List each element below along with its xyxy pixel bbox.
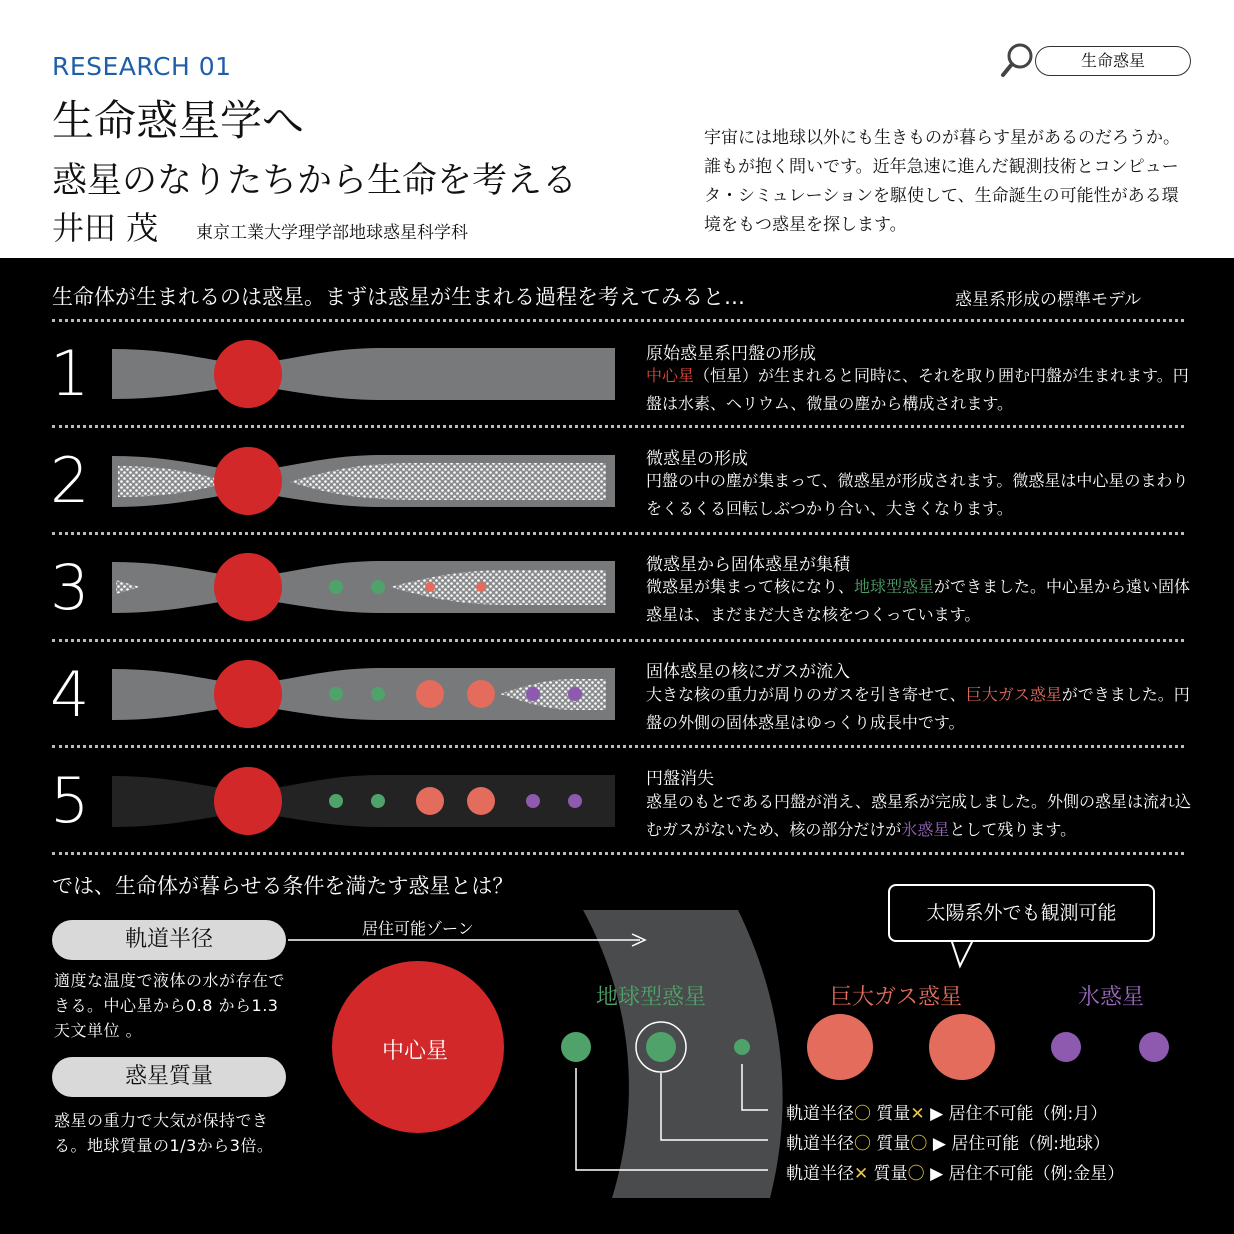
- terrestrial-planet: [371, 580, 385, 594]
- core-dot: [476, 582, 486, 592]
- terrestrial-planet-venus: [561, 1032, 591, 1062]
- ice-planet: [526, 687, 540, 701]
- highlight-term: 氷惑星: [901, 820, 950, 839]
- formation-lead: 生命体が生まれるのは惑星。まずは惑星が生まれる過程を考えてみると…: [52, 285, 745, 309]
- category-gas-giant: 巨大ガス惑星: [830, 985, 963, 1010]
- highlight-term: 巨大ガス惑星: [965, 685, 1062, 704]
- step-description: [646, 573, 1191, 629]
- condition-mass-desc: 惑星の重力で大気が保持できる。地球質量の1/3から3倍。: [54, 1111, 274, 1155]
- page-title: 生命惑星学へ: [52, 96, 305, 145]
- gas-giant: [467, 787, 495, 815]
- legend-row-moon: 軌道半径〇 質量✕ ▶ 居住不可能（例:月）: [786, 1104, 1108, 1124]
- legend-row-venus: 軌道半径✕ 質量〇 ▶ 居住不可能（例:金星）: [786, 1164, 1125, 1184]
- step-number: 5: [50, 764, 90, 837]
- step-description: [646, 467, 1191, 523]
- central-star-step-2: [214, 447, 282, 515]
- desc-text: 微惑星が集まって核になり、: [646, 577, 855, 596]
- habitable-zone-band: [583, 910, 783, 1198]
- ice-planet: [1139, 1032, 1169, 1062]
- step-heading: 微惑星の形成: [646, 449, 748, 469]
- ice-planet: [568, 794, 582, 808]
- desc-text: ができました。円盤の外側の固体惑星はゆっくり成長中です。: [646, 685, 1190, 732]
- highlight-term: 中心星: [646, 366, 695, 385]
- step-3-diagram: [112, 553, 615, 621]
- core-dot: [425, 582, 435, 592]
- step-description: [646, 681, 1191, 737]
- habitability-question: では、生命体が暮らせる条件を満たす惑星とは？: [52, 874, 514, 898]
- step-2-diagram: [112, 447, 615, 515]
- step-description: [646, 788, 1191, 844]
- gas-giant: [467, 680, 495, 708]
- step-5-diagram: [112, 767, 615, 835]
- central-star-label: 中心星: [382, 1039, 449, 1064]
- callout-observable: 太陽系外でも観測可能: [888, 884, 1155, 942]
- step-heading: 円盤消失: [646, 769, 714, 789]
- terrestrial-planet-moon: [734, 1039, 750, 1055]
- condition-mass-pill: 惑星質量: [52, 1057, 286, 1097]
- highlight-term: 地球型惑星: [854, 577, 935, 596]
- terrestrial-planet: [329, 580, 343, 594]
- section-label: RESEARCH 01: [52, 52, 232, 81]
- topic-tag[interactable]: 生命惑星: [1035, 46, 1191, 76]
- gas-giant: [416, 787, 444, 815]
- terrestrial-planet: [329, 687, 343, 701]
- step-number: 4: [50, 658, 90, 731]
- ice-planet: [568, 687, 582, 701]
- desc-text: 円盤の中の塵が集まって、微惑星が形成されます。微惑星は中心星のまわりをくるくる回転しぶつかり合い、大きくなります。: [646, 471, 1189, 518]
- step-number: 3: [50, 551, 90, 624]
- category-terrestrial: 地球型惑星: [596, 985, 707, 1010]
- ice-planet: [526, 794, 540, 808]
- page-subtitle: 惑星のなりたちから生命を考える: [52, 161, 578, 201]
- terrestrial-planet: [371, 687, 385, 701]
- condition-orbit-desc: 適度な温度で液体の水が存在できる。中心星から0.8 から1.3天文単位 。: [54, 971, 286, 1040]
- ice-planet: [1051, 1032, 1081, 1062]
- author-name: 井田 茂: [52, 209, 159, 247]
- gas-giant: [416, 680, 444, 708]
- step-description: [646, 362, 1191, 418]
- condition-orbit-pill: 軌道半径: [52, 920, 286, 960]
- gas-giant-planet: [929, 1014, 995, 1080]
- step-number: 2: [50, 444, 90, 517]
- step-heading: 固体惑星の核にガスが流入: [646, 662, 850, 682]
- desc-text: 惑星のもとである円盤が消え、惑星系が完成しました。外側の惑星は流れ込むガスがないため、核の部分だけが: [646, 792, 1191, 839]
- gas-giant-planet: [807, 1014, 873, 1080]
- step-number: 1: [50, 337, 90, 410]
- desc-text: として残ります。: [949, 820, 1077, 839]
- step-4-diagram: [112, 660, 615, 728]
- desc-text: ができました。中心星から遠い固体惑星は、まだまだ大きな核をつくっています。: [646, 577, 1191, 624]
- central-star-step-3: [214, 553, 282, 621]
- terrestrial-planet-earth: [646, 1032, 676, 1062]
- terrestrial-planet: [329, 794, 343, 808]
- central-star-step-5: [214, 767, 282, 835]
- desc-text: 大きな核の重力が周りのガスを引き寄せて、: [646, 685, 966, 704]
- step-1-diagram: [112, 340, 615, 408]
- model-label: 惑星系形成の標準モデル: [955, 290, 1142, 310]
- desc-text: （恒星）が生まれると同時に、それを取り囲む円盤が生まれます。円盤は水素、ヘリウム、微量の塵から構成されます。: [646, 366, 1189, 413]
- terrestrial-planet: [371, 794, 385, 808]
- step-heading: 微惑星から固体惑星が集積: [646, 555, 850, 575]
- central-star-step-4: [214, 660, 282, 728]
- intro-text: 宇宙には地球以外にも生きものが暮らす星があるのだろうか。誰もが抱く問いです。近年急速に進んだ観測技術とコンピュータ・シミュレーションを駆使して、生命誕生の可能性がある環境をもつ惑星を探します。: [704, 128, 1180, 235]
- habitable-zone-label: 居住可能ゾーン: [362, 919, 474, 938]
- central-star-step-1: [214, 340, 282, 408]
- step-heading: 原始惑星系円盤の形成: [646, 344, 816, 364]
- category-ice: 氷惑星: [1078, 985, 1145, 1010]
- legend-row-earth: 軌道半径〇 質量〇 ▶ 居住可能（例:地球）: [786, 1134, 1111, 1154]
- department: 東京工業大学理学部地球惑星科学科: [196, 223, 468, 243]
